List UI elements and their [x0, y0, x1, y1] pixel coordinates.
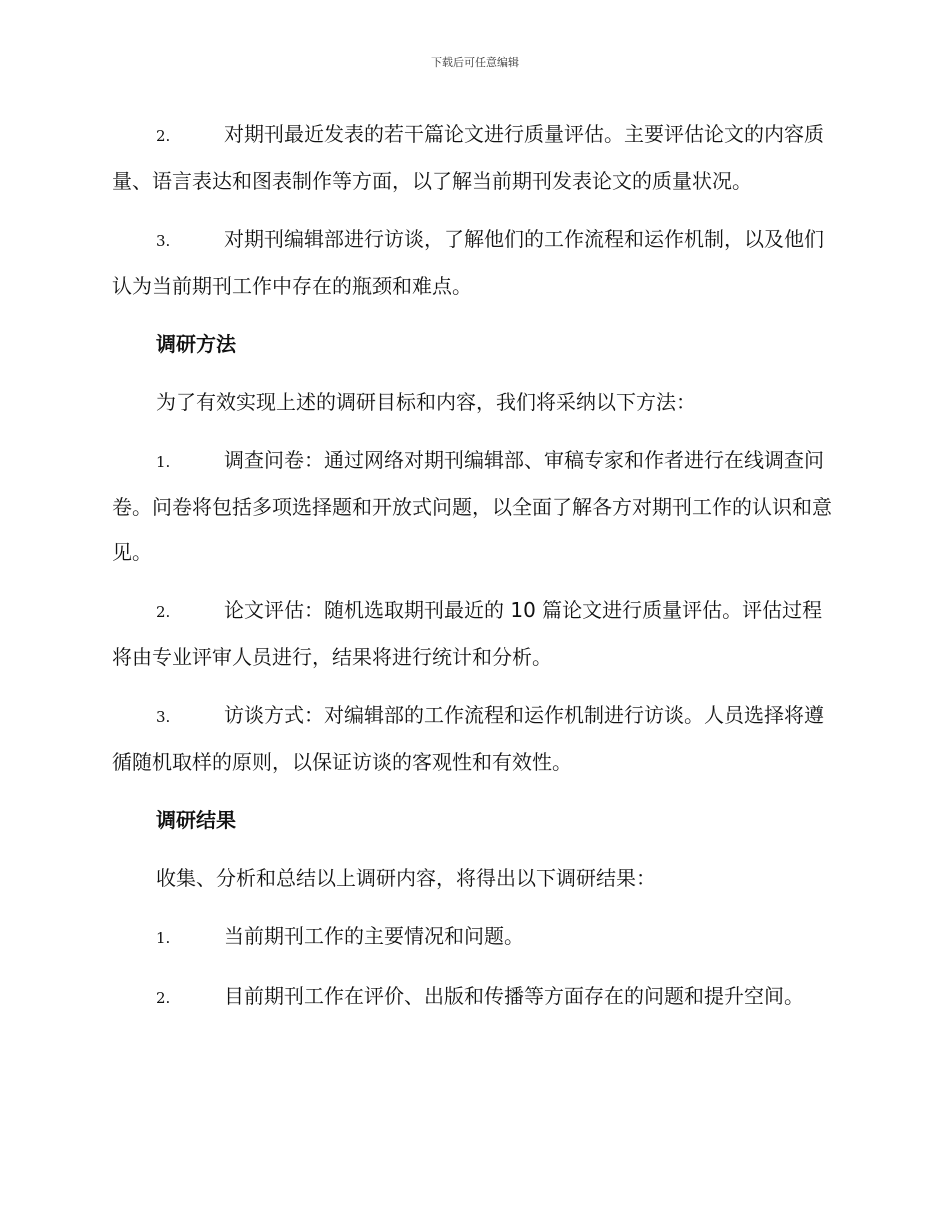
- item-number: 3.: [156, 232, 171, 250]
- list-item: [112, 974, 834, 1021]
- item-text: 论文评估：随机选取期刊最近的 10 篇论文进行质量评估。评估过程将由专业评审人员进行，结果将进行统计和分析。: [112, 598, 823, 669]
- item-number: 2.: [156, 989, 171, 1007]
- section-heading-results: 调研结果: [156, 808, 236, 832]
- section-heading-methods: 调研方法: [156, 332, 236, 356]
- paragraph: 收集、分析和总结以上调研内容，将得出以下调研结果：: [156, 866, 656, 890]
- item-text: 当前期刊工作的主要情况和问题。: [224, 924, 524, 948]
- item-text: 目前期刊工作在评价、出版和传播等方面存在的问题和提升空间。: [224, 984, 804, 1008]
- paragraph: 为了有效实现上述的调研目标和内容，我们将采纳以下方法：: [156, 390, 696, 414]
- list-item: [112, 588, 834, 680]
- item-number: 1.: [156, 929, 171, 947]
- list-item: [112, 438, 834, 575]
- item-number: 3.: [156, 708, 171, 726]
- list-item: [112, 914, 834, 961]
- item-text: 访谈方式：对编辑部的工作流程和运作机制进行访谈。人员选择将遵循随机取样的原则，以保证访谈的客观性和有效性。: [112, 703, 824, 774]
- list-item: [112, 217, 834, 309]
- list-item: [112, 112, 834, 204]
- item-text: 对期刊最近发表的若干篇论文进行质量评估。主要评估论文的内容质量、语言表达和图表制作等方面，以了解当前期刊发表论文的质量状况。: [112, 122, 824, 193]
- item-text: 调查问卷：通过网络对期刊编辑部、审稿专家和作者进行在线调查问卷。问卷将包括多项选择题和开放式问题，以全面了解各方对期刊工作的认识和意见。: [112, 448, 832, 564]
- document-body: [112, 112, 834, 1034]
- list-item: [112, 693, 834, 785]
- item-number: 2.: [156, 127, 171, 145]
- item-text: 对期刊编辑部进行访谈，了解他们的工作流程和运作机制，以及他们认为当前期刊工作中存在的瓶颈和难点。: [112, 227, 824, 298]
- page-header: 下载后可任意编辑: [431, 56, 519, 69]
- item-number: 1.: [156, 453, 171, 471]
- item-number: 2.: [156, 603, 171, 621]
